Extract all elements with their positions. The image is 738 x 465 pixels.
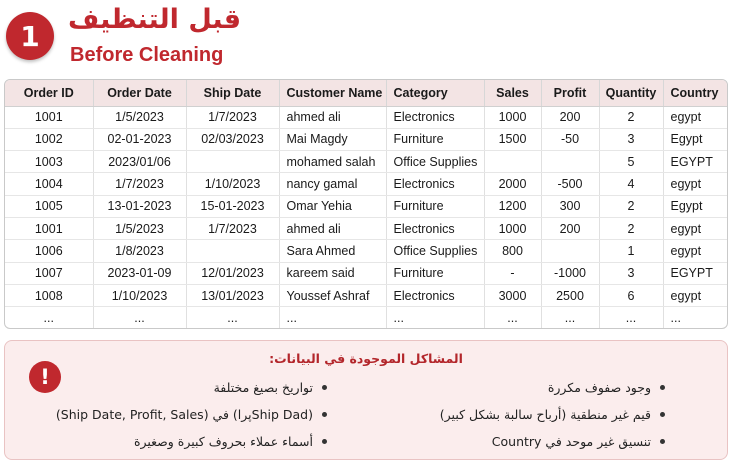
cell-sales: - [484,262,541,284]
cell-order-id: 1001 [5,106,93,128]
cell-country: Egypt [663,195,728,217]
cell-quantity: 2 [599,217,663,239]
data-table-container [4,79,728,329]
bullet-icon [322,385,327,390]
step-number-badge: 1 [6,12,54,60]
cell-customer-name: ... [279,307,386,329]
issues-list-right [55,374,327,455]
cell-order-date: 2023/01/06 [93,151,186,173]
cell-profit: 2500 [541,284,599,306]
issues-panel [4,340,728,460]
issue-item: (Ship Dadپرا) في (Ship Date, Profit, Sales) [67,401,327,428]
cell-order-date: 1/5/2023 [93,217,186,239]
warning-icon: ! [29,361,61,393]
cell-quantity: 4 [599,173,663,195]
col-header-profit: Profit [541,80,599,106]
cell-customer-name: Mai Magdy [279,128,386,150]
issue-item: قيم غير منطقية (أرباح سالبة بشكل كبير) [405,401,665,428]
cell-country: egypt [663,106,728,128]
cell-country: egypt [663,284,728,306]
cell-ship-date: 1/7/2023 [186,217,279,239]
table-row [5,173,728,195]
cell-country: egypt [663,240,728,262]
cell-sales: 3000 [484,284,541,306]
cell-profit: ... [541,307,599,329]
cell-quantity: ... [599,307,663,329]
table-row [5,307,728,329]
cell-category: Furniture [386,195,484,217]
table-row [5,284,728,306]
cell-country: ... [670,311,681,326]
issue-item: أسماء عملاء بحروف كبيرة وصغيرة [67,428,327,455]
cell-customer-name: Sara Ahmed [279,240,386,262]
cell-order-id: 1001 [5,217,93,239]
cell-category: Furniture [386,262,484,284]
cell-order-date: 02-01-2023 [93,128,186,150]
cell-sales: 800 [484,240,541,262]
cell-quantity: 2 [599,195,663,217]
cell-quantity: 3 [599,128,663,150]
cell-category: Furniture [386,128,484,150]
cell-category: Office Supplies [386,151,484,173]
cell-profit: -50 [541,128,599,150]
col-header-order-id: Order ID [5,80,93,106]
cell-ship-date: 15-01-2023 [186,195,279,217]
cell-sales: 2000 [484,173,541,195]
cell-ship-date [186,151,279,173]
col-header-category: Category [386,80,484,106]
cell-category: Electronics [386,106,484,128]
cell-customer-name: kareem said [279,262,386,284]
bullet-icon [660,385,665,390]
cell-sales: 1000 [484,217,541,239]
table-row [5,217,728,239]
cell-profit [541,151,599,173]
cell-country: Egypt [663,128,728,150]
cell-order-id: 1003 [5,151,93,173]
issue-item: تواريخ بصيغ مختلفة [67,374,327,401]
raw-data-table [5,80,728,329]
cell-ship-date: ... [186,307,279,329]
cell-category: Electronics [386,173,484,195]
cell-customer-name: Youssef Ashraf [279,284,386,306]
cell-order-date: 2023-01-09 [93,262,186,284]
cell-country: EGYPT [663,151,728,173]
cell-profit: -500 [541,173,599,195]
cell-category: Electronics [386,284,484,306]
cell-ship-date: 13/01/2023 [186,284,279,306]
issues-list-left [405,374,665,455]
cell-order-id: 1007 [5,262,93,284]
cell-order-id: 1004 [5,173,93,195]
cell-category: ... [386,307,484,329]
cell-customer-name: ahmed ali [279,217,386,239]
cell-order-date: 13-01-2023 [93,195,186,217]
bullet-icon [660,439,665,444]
cell-order-id: 1006 [5,240,93,262]
cell-order-id: 1008 [5,284,93,306]
cell-order-date: 1/10/2023 [93,284,186,306]
cell-customer-name: ahmed ali [279,106,386,128]
issues-title: المشاكل الموجودة في البيانات: [269,351,463,366]
cell-ship-date: 12/01/2023 [186,262,279,284]
cell-profit: 200 [541,106,599,128]
cell-quantity: 6 [599,284,663,306]
cell-category: Electronics [386,217,484,239]
cell-profit: -1000 [541,262,599,284]
cell-order-date: 1/8/2023 [93,240,186,262]
cell-order-id: 1002 [5,128,93,150]
cell-country: EGYPT [663,262,728,284]
cell-order-date: 1/5/2023 [93,106,186,128]
cell-sales: ... [484,307,541,329]
col-header-order-date: Order Date [93,80,186,106]
col-header-customer-name: Customer Name [279,80,386,106]
issue-item: وجود صفوف مكررة [405,374,665,401]
title-english: Before Cleaning [70,44,224,66]
table-row [5,262,728,284]
cell-order-date: ... [93,307,186,329]
cell-profit: 200 [541,217,599,239]
table-row [5,240,728,262]
table-row [5,195,728,217]
table-row [5,106,728,128]
issue-item: تنسيق غير موحد في Country [405,428,665,455]
bullet-icon [322,412,327,417]
bullet-icon [322,439,327,444]
table-row [5,128,728,150]
cell-customer-name: nancy gamal [279,173,386,195]
cell-profit [541,240,599,262]
cell-customer-name: mohamed salah [279,151,386,173]
cell-quantity: 1 [599,240,663,262]
col-header-ship-date: Ship Date [186,80,279,106]
cell-sales: 1000 [484,106,541,128]
cell-quantity: 5 [599,151,663,173]
title-arabic: قبل التنظيف [68,4,242,35]
section-header [6,4,426,70]
cell-profit: 300 [541,195,599,217]
table-header-row [5,80,728,106]
cell-sales [484,151,541,173]
cell-quantity: 2 [599,106,663,128]
col-header-country: Country [663,80,728,106]
cell-customer-name: Omar Yehia [279,195,386,217]
cell-ship-date: 1/10/2023 [186,173,279,195]
cell-quantity: 3 [599,262,663,284]
cell-order-id: ... [5,307,93,329]
bullet-icon [660,412,665,417]
cell-country: egypt [663,217,728,239]
cell-sales: 1500 [484,128,541,150]
cell-country: egypt [663,173,728,195]
cell-ship-date: 1/7/2023 [186,106,279,128]
cell-sales: 1200 [484,195,541,217]
cell-order-id: 1005 [5,195,93,217]
col-header-sales: Sales [484,80,541,106]
col-header-quantity: Quantity [599,80,663,106]
cell-ship-date [186,240,279,262]
cell-ship-date: 02/03/2023 [186,128,279,150]
table-row [5,151,728,173]
cell-category: Office Supplies [386,240,484,262]
cell-order-date: 1/7/2023 [93,173,186,195]
